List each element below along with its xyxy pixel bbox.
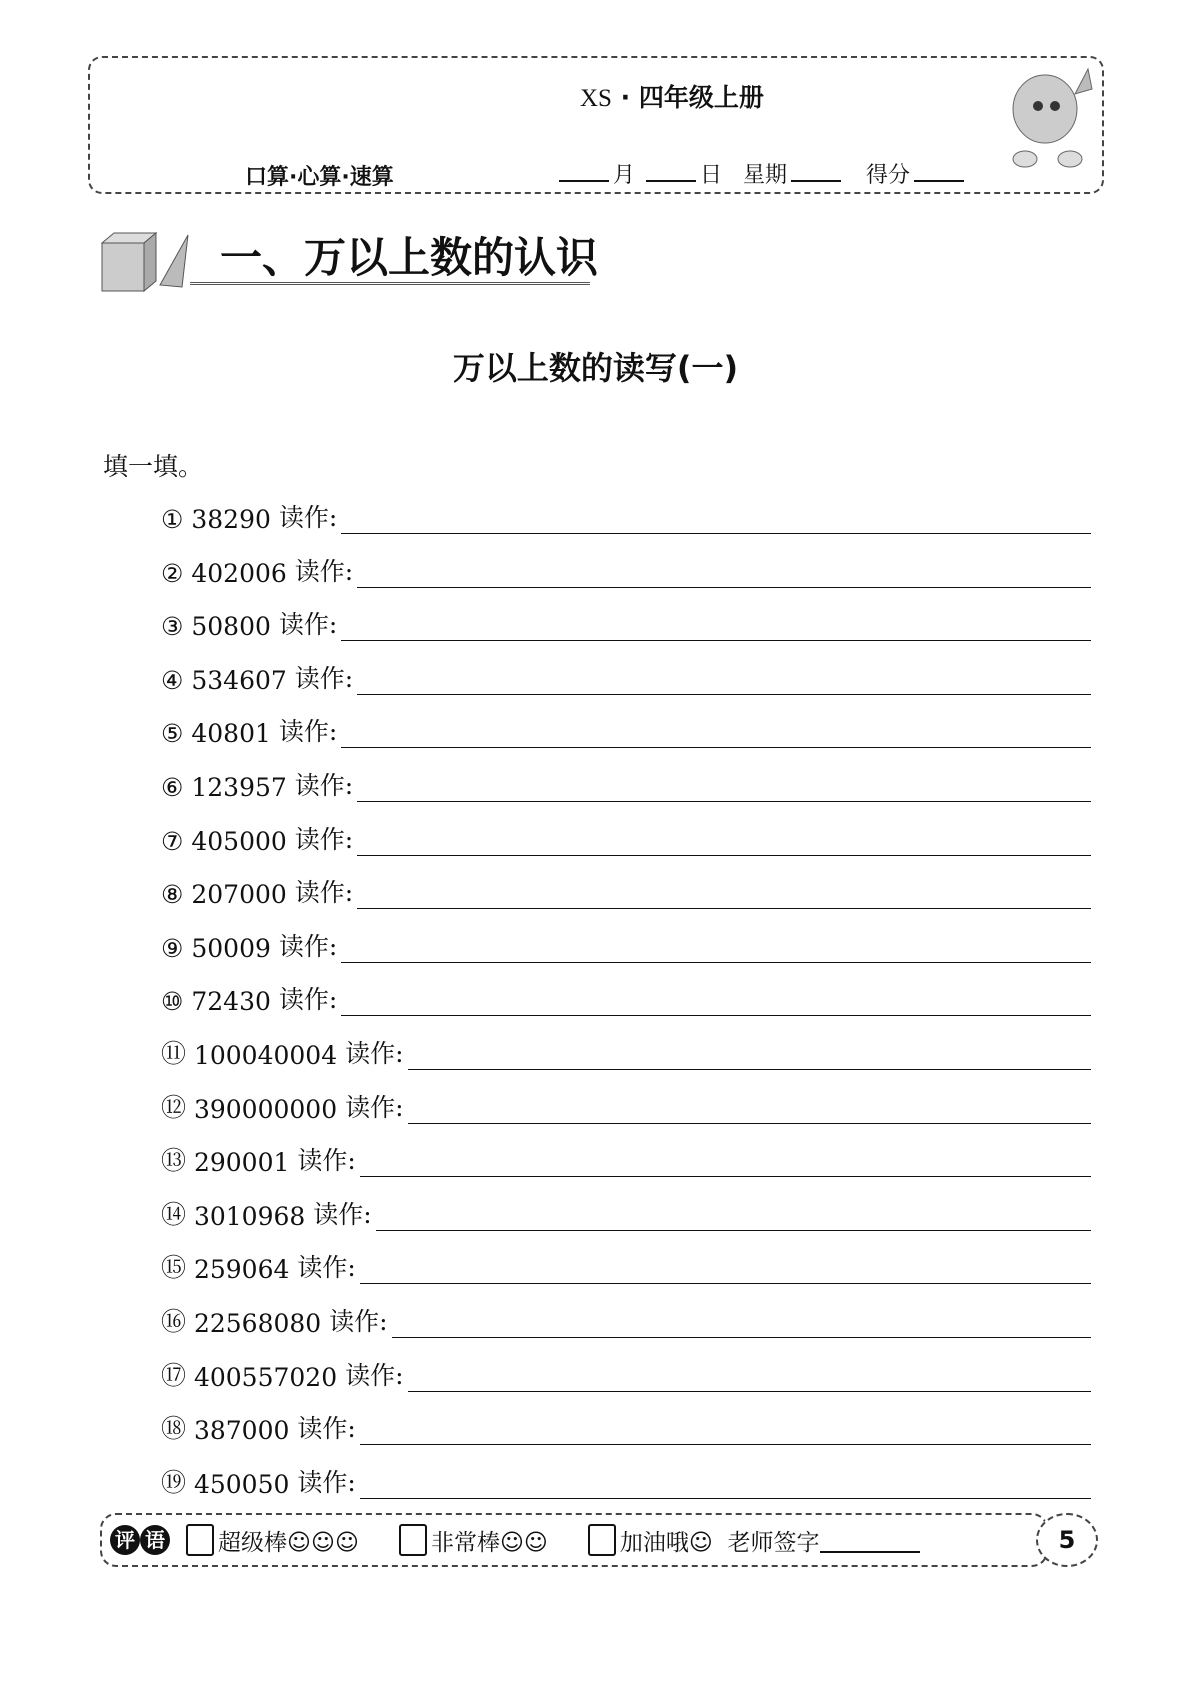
exercise-item	[161, 1090, 1091, 1124]
answer-line[interactable]	[360, 1418, 1091, 1445]
item-number: ⑱	[161, 1414, 187, 1444]
cube-icon	[100, 225, 195, 295]
item-number: ②	[161, 558, 184, 588]
book-title: XS · 四年级上册	[580, 83, 764, 112]
item-value: 207000	[191, 880, 287, 910]
item-label: 读作:	[345, 1360, 404, 1390]
answer-line[interactable]	[360, 1472, 1091, 1499]
item-value: 450050	[193, 1469, 290, 1499]
answer-line[interactable]	[357, 668, 1091, 695]
item-number: ⑦	[161, 826, 184, 856]
item-label: 读作:	[278, 503, 338, 532]
item-number: ⑮	[161, 1253, 187, 1283]
section-title: 一、万以上数的认识	[220, 233, 599, 282]
instruction: 填一填。	[103, 452, 204, 481]
exercise-item	[161, 1358, 1091, 1392]
exercise-item	[161, 768, 1091, 802]
item-label: 读作:	[278, 931, 338, 961]
item-label: 读作:	[278, 610, 338, 640]
exercise-item	[161, 1411, 1091, 1445]
answer-line[interactable]	[408, 1097, 1091, 1124]
item-number: ⑫	[161, 1092, 187, 1122]
checkbox-keep-going[interactable]	[588, 1524, 616, 1556]
item-value: 3010968	[193, 1201, 306, 1231]
item-label: 读作:	[313, 1199, 372, 1229]
answer-line[interactable]	[360, 1150, 1091, 1177]
item-number: ⑪	[161, 1039, 187, 1068]
item-label: 读作:	[345, 1092, 404, 1122]
answer-line[interactable]	[341, 989, 1091, 1016]
weekday-blank[interactable]	[791, 162, 841, 182]
exercise-item	[161, 929, 1091, 963]
answer-line[interactable]	[408, 1365, 1091, 1392]
score-blank[interactable]	[914, 162, 964, 182]
evaluation-bar: 评 语 超级棒☺☺☺ 非常棒☺☺ 加油哦☺ 老师签字	[100, 1513, 1048, 1567]
item-number: ⑬	[161, 1146, 187, 1176]
item-value: 259064	[193, 1255, 290, 1285]
item-number: ⑭	[161, 1199, 187, 1229]
answer-line[interactable]	[357, 882, 1091, 909]
item-label: 读作:	[294, 824, 354, 854]
item-label: 读作:	[329, 1307, 388, 1336]
item-value: 402006	[191, 558, 287, 588]
answer-line[interactable]	[357, 829, 1091, 856]
date-score-fields: 月 日 星期 得分	[555, 158, 968, 189]
exercise-item	[161, 822, 1091, 856]
comment-badge: 评 语	[110, 1525, 170, 1555]
answer-line[interactable]	[392, 1311, 1091, 1338]
item-value: 50009	[191, 933, 271, 963]
item-value: 390000000	[193, 1094, 338, 1124]
item-number: ⑯	[161, 1307, 187, 1336]
item-value: 405000	[191, 826, 287, 856]
header-subtitle: 口算·心算·速算	[245, 165, 394, 190]
answer-line[interactable]	[357, 561, 1091, 588]
exercise-item	[161, 982, 1091, 1016]
answer-line[interactable]	[341, 936, 1091, 963]
exercise-item	[161, 1197, 1091, 1231]
exercise-item	[161, 554, 1091, 588]
exercise-item	[161, 1143, 1091, 1177]
item-number: ③	[161, 612, 184, 642]
item-number: ⑥	[161, 773, 184, 802]
item-value: 290001	[193, 1148, 290, 1178]
item-number: ⑧	[161, 880, 184, 910]
item-label: 读作:	[278, 985, 338, 1015]
teacher-signature-field[interactable]	[820, 1527, 920, 1553]
exercise-item	[161, 1250, 1091, 1284]
answer-line[interactable]	[376, 1204, 1091, 1231]
item-value: 50800	[191, 612, 271, 642]
item-label: 读作:	[297, 1467, 356, 1497]
item-number: ⑲	[161, 1467, 187, 1497]
exercise-item	[161, 1304, 1091, 1338]
lesson-title: 万以上数的读写(一)	[452, 349, 739, 387]
item-label: 读作:	[294, 663, 354, 693]
item-value: 400557020	[193, 1362, 338, 1392]
item-value: 100040004	[193, 1041, 338, 1070]
item-label: 读作:	[297, 1146, 356, 1176]
page-number: 5	[1036, 1513, 1098, 1567]
exercise-item	[161, 661, 1091, 695]
exercise-item	[161, 607, 1091, 641]
exercise-item	[161, 1465, 1091, 1499]
item-number: ⑰	[161, 1360, 187, 1390]
item-value: 40801	[191, 719, 271, 749]
answer-line[interactable]	[357, 775, 1091, 802]
item-label: 读作:	[294, 878, 354, 908]
item-value: 72430	[191, 987, 271, 1017]
item-value: 22568080	[193, 1309, 322, 1338]
item-label: 读作:	[294, 771, 354, 800]
month-blank[interactable]	[559, 162, 609, 182]
item-value: 123957	[191, 773, 287, 802]
item-label: 读作:	[278, 717, 338, 747]
answer-line[interactable]	[341, 614, 1091, 641]
exercise-item	[161, 500, 1091, 534]
item-number: ④	[161, 665, 184, 695]
item-value: 387000	[193, 1416, 290, 1446]
day-blank[interactable]	[646, 162, 696, 182]
answer-line[interactable]	[360, 1257, 1091, 1284]
item-value: 38290	[191, 505, 271, 534]
exercise-item	[161, 714, 1091, 748]
item-label: 读作:	[294, 556, 354, 586]
item-number: ⑨	[161, 933, 184, 963]
item-number: ⑩	[161, 987, 184, 1017]
exercise-item	[161, 875, 1091, 909]
title-underline	[190, 282, 590, 285]
item-label: 读作:	[297, 1253, 356, 1283]
item-label: 读作:	[297, 1414, 356, 1444]
item-value: 534607	[191, 665, 287, 695]
checkbox-super[interactable]	[186, 1524, 214, 1556]
item-number: ①	[161, 505, 184, 534]
mascot-icon	[1000, 64, 1095, 174]
item-label: 读作:	[345, 1039, 404, 1068]
checkbox-very-good[interactable]	[399, 1524, 427, 1556]
answer-line[interactable]	[408, 1043, 1091, 1070]
answer-line[interactable]	[341, 721, 1091, 748]
exercise-item	[161, 1036, 1091, 1070]
item-number: ⑤	[161, 719, 184, 749]
answer-line[interactable]	[341, 507, 1091, 534]
